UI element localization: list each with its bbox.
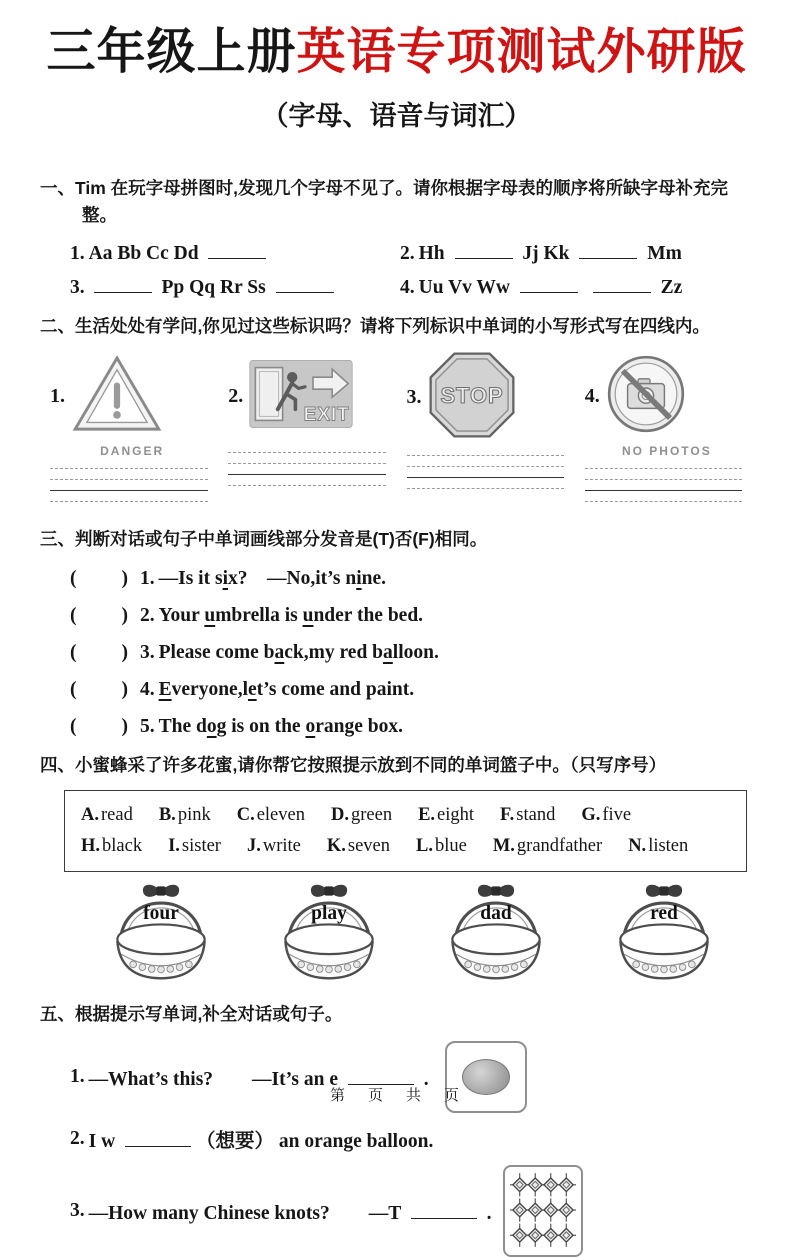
section-4-heading: 四、小蜜蜂采了许多花蜜,请你帮它按照提示放到不同的单词篮子中。（只写序号） (40, 755, 667, 776)
question-sentence: I w （想要） an orange balloon. (89, 1125, 434, 1153)
page-title-black: 三年级上册 (46, 25, 297, 79)
question-2: 2. I w （想要） an orange balloon. (70, 1125, 753, 1153)
four-line-writing-area[interactable] (407, 455, 565, 499)
sign-item-exit: 2. EXIT (228, 350, 392, 512)
sign-item-danger: 1. DANGER (50, 350, 214, 512)
underlined-letter: e (248, 679, 257, 701)
underlined-letter: a (274, 642, 285, 664)
basket-label: red (650, 903, 678, 925)
underlined-letter: o (305, 716, 316, 738)
no-photos-icon (606, 354, 686, 439)
word-option: E. eight (418, 804, 475, 825)
sign-label-exit: EXIT (303, 404, 350, 426)
answer-brackets[interactable]: ( ) (70, 605, 130, 627)
page-footer: 第 页 共 页 (329, 1087, 463, 1104)
word-box-row-2 (81, 831, 730, 862)
page-subtitle: （字母、语音与词汇） (261, 100, 532, 131)
sign-label-no-photos: NO PHOTOS (621, 444, 712, 459)
tf-item-2: ( ) 2. Your umbrella is under the bed. (70, 605, 424, 627)
basket-label: play (310, 903, 347, 925)
signs-row (40, 340, 753, 512)
word-option: G. five (581, 804, 632, 825)
answer-blank[interactable] (593, 274, 651, 294)
sign-item-stop: 3. STOP (407, 350, 571, 512)
question-3: 3. —How many Chinese knots? —T . (70, 1165, 753, 1257)
alphabet-item-4: 4. Uu Vv Ww Zz (400, 274, 753, 300)
word-option: M. grandfather (492, 835, 603, 856)
page-title (40, 26, 753, 80)
section-5-heading: 五、根据提示写单词,补全对话或句子。 (40, 1004, 343, 1025)
answer-blank[interactable] (579, 239, 637, 259)
word-box-row-1 (81, 800, 730, 831)
basket-four[interactable] (100, 878, 222, 987)
tf-sentence: Your umbrella is under the bed. (158, 605, 424, 627)
basket-label: four (143, 903, 179, 925)
alphabet-item-1: 1. Aa Bb Cc Dd (70, 239, 400, 265)
basket-red[interactable] (603, 878, 725, 987)
word-option: J. write (246, 835, 301, 856)
tf-item-4: ( ) 4. Everyone,let’s come and paint. (70, 679, 415, 701)
four-line-writing-area[interactable] (585, 468, 743, 512)
answer-blank[interactable] (520, 274, 578, 294)
basket-dad[interactable] (435, 878, 557, 987)
tf-sentence: Please come back,my red balloon. (158, 642, 439, 664)
baskets-row (40, 872, 753, 987)
answer-blank[interactable] (276, 274, 334, 294)
section-2-heading: 二、生活处处有学问,你见过这些标识吗？请将下列标识中单词的小写形式写在四线内。 (40, 316, 710, 337)
answer-brackets[interactable]: ( ) (70, 642, 130, 664)
answer-brackets[interactable]: ( ) (70, 716, 130, 738)
question-1: 1. —What’s this? —It’s an e . (70, 1041, 753, 1113)
answer-blank[interactable] (125, 1127, 191, 1147)
answer-blank[interactable] (94, 274, 152, 294)
tf-sentence: The dog is on the orange box. (158, 716, 403, 738)
alphabet-item-3: 3. Pp Qq Rr Ss (70, 274, 400, 300)
underlined-letter: o (206, 716, 217, 738)
tf-item-3: ( ) 3. Please come back,my red balloon. (70, 642, 439, 664)
word-option: N. listen (628, 835, 689, 856)
basket-play[interactable] (268, 878, 390, 987)
word-option: L. blue (416, 835, 467, 856)
sign-label-stop: STOP (439, 383, 504, 409)
answer-brackets[interactable]: ( ) (70, 679, 130, 701)
danger-sign-icon (71, 353, 163, 440)
alphabet-item-2: 2. Hh Jj Kk Mm (400, 239, 753, 265)
page-title-red: 英语专项测试外研版 (296, 25, 747, 79)
answer-blank[interactable] (455, 239, 513, 259)
sign-label-danger: DANGER (100, 444, 165, 459)
word-option: C. eleven (236, 804, 305, 825)
word-box (64, 790, 747, 873)
question-sentence: —What’s this? —It’s an e . (89, 1063, 429, 1091)
chinese-knots-image (503, 1165, 583, 1257)
underlined-letter: i (222, 568, 228, 590)
answer-blank[interactable] (348, 1065, 414, 1085)
word-option: H. black (81, 835, 143, 856)
underlined-letter: i (356, 568, 362, 590)
tf-item-1: ( ) 1. —Is it six? —No,it’s nine. (70, 568, 386, 590)
basket-label: dad (480, 903, 513, 925)
answer-blank[interactable] (208, 239, 266, 259)
word-option: A. read (81, 804, 133, 825)
sign-item-no-photos: 4. NO PHOTOS (585, 350, 749, 512)
word-option: I. sister (168, 835, 221, 856)
answer-blank[interactable] (411, 1199, 477, 1219)
section-1-heading: 一、Tim 在玩字母拼图时,发现几个字母不见了。请你根据字母表的顺序将所缺字母补充完整。 (40, 177, 729, 226)
word-option: B. pink (158, 804, 211, 825)
stop-sign-icon (428, 350, 516, 445)
underlined-letter: a (383, 642, 393, 664)
question-sentence: —How many Chinese knots? —T . (89, 1197, 492, 1225)
question-list (40, 1041, 753, 1257)
true-false-list (40, 562, 753, 738)
word-option: D. green (330, 804, 393, 825)
answer-brackets[interactable]: ( ) (70, 568, 130, 590)
underlined-letter: E (158, 679, 172, 701)
underlined-letter: u (204, 605, 216, 627)
word-option: F. stand (500, 804, 556, 825)
four-line-writing-area[interactable] (50, 468, 208, 512)
alphabet-items (40, 239, 753, 299)
tf-item-5: ( ) 5. The dog is on the orange box. (70, 716, 403, 738)
word-option: K. seven (326, 835, 390, 856)
underlined-letter: u (302, 605, 314, 627)
tf-sentence: Everyone,let’s come and paint. (158, 679, 415, 701)
section-3-heading: 三、判断对话或句子中单词画线部分发音是(T)否(F)相同。 (40, 529, 488, 550)
four-line-writing-area[interactable] (228, 452, 386, 496)
tf-sentence: —Is it six? —No,it’s nine. (158, 568, 386, 590)
exit-sign-icon (249, 359, 353, 434)
